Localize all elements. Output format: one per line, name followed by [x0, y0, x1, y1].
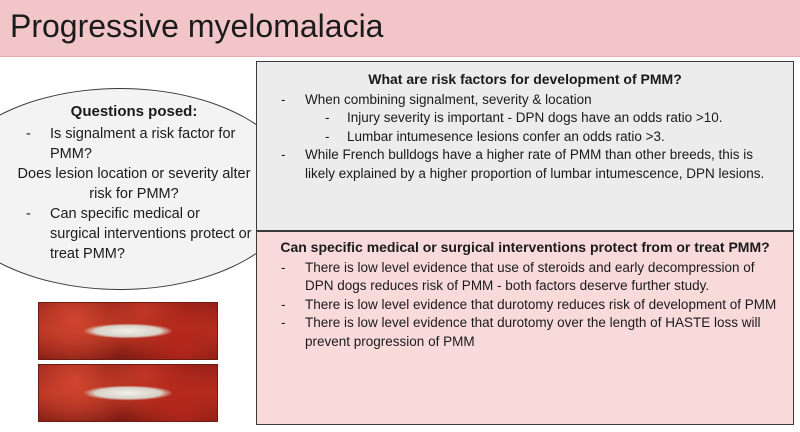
bullet-dash: -	[281, 259, 286, 275]
title-bar	[0, 0, 800, 57]
bullet-item	[267, 259, 783, 296]
question-item	[16, 204, 252, 264]
bullet-dash: -	[26, 126, 31, 142]
bullet-item	[267, 296, 783, 315]
bullet-dash: -	[281, 147, 286, 162]
interventions-box	[256, 231, 794, 425]
questions-heading: Questions posed:	[70, 103, 198, 120]
interventions-heading: Can specific medical or surgical interventions protect from or treat PMM?	[280, 239, 770, 255]
bullet-text: Injury severity is important - DPN dogs have an odds ratio >10.	[347, 110, 723, 125]
bullet-text: There is low level evidence that durotomy reduces risk of development of PMM	[305, 296, 777, 312]
surgical-photo	[38, 364, 218, 422]
bullet-text: There is low level evidence that use of steroids and early decompression of DPN dogs reduces risk of PMM - both factors deserve further study.	[305, 259, 755, 293]
question-item	[16, 124, 252, 164]
bullet-dash: -	[281, 315, 286, 330]
question-text: Is signalment a risk factor for PMM?	[50, 126, 236, 162]
bullet-dash: -	[325, 110, 330, 125]
bullet-item	[267, 91, 783, 110]
risk-factors-box	[256, 61, 794, 231]
bullet-dash: -	[325, 128, 330, 144]
surgical-photo	[38, 302, 218, 360]
question-text: Does lesion location or severity alter risk for PMM?	[17, 166, 251, 202]
bullet-dash: -	[26, 206, 31, 222]
question-text: Can specific medical or surgical interventions protect or treat PMM?	[50, 206, 252, 262]
question-item	[16, 164, 252, 204]
sub-bullet-item	[267, 128, 783, 147]
bullet-text: While French bulldogs have a higher rate of PMM than other breeds, this is likely explained by a higher proportion of lumbar intumescence, DPN lesions.	[305, 147, 765, 181]
bullet-text: There is low level evidence that durotomy over the length of HASTE loss will prevent progression of PMM	[305, 315, 761, 349]
questions-panel	[16, 102, 252, 264]
risk-factors-heading: What are risk factors for development of PMM?	[368, 71, 682, 87]
bullet-item	[267, 146, 783, 183]
sub-bullet-item	[267, 109, 783, 128]
bullet-text: Lumbar intumesence lesions confer an odds ratio >3.	[347, 128, 665, 144]
slide-title: Progressive myelomalacia	[10, 8, 384, 44]
bullet-dash: -	[281, 91, 286, 107]
bullet-item	[267, 314, 783, 351]
bullet-text: When combining signalment, severity & location	[305, 91, 592, 107]
bullet-dash: -	[281, 296, 286, 312]
